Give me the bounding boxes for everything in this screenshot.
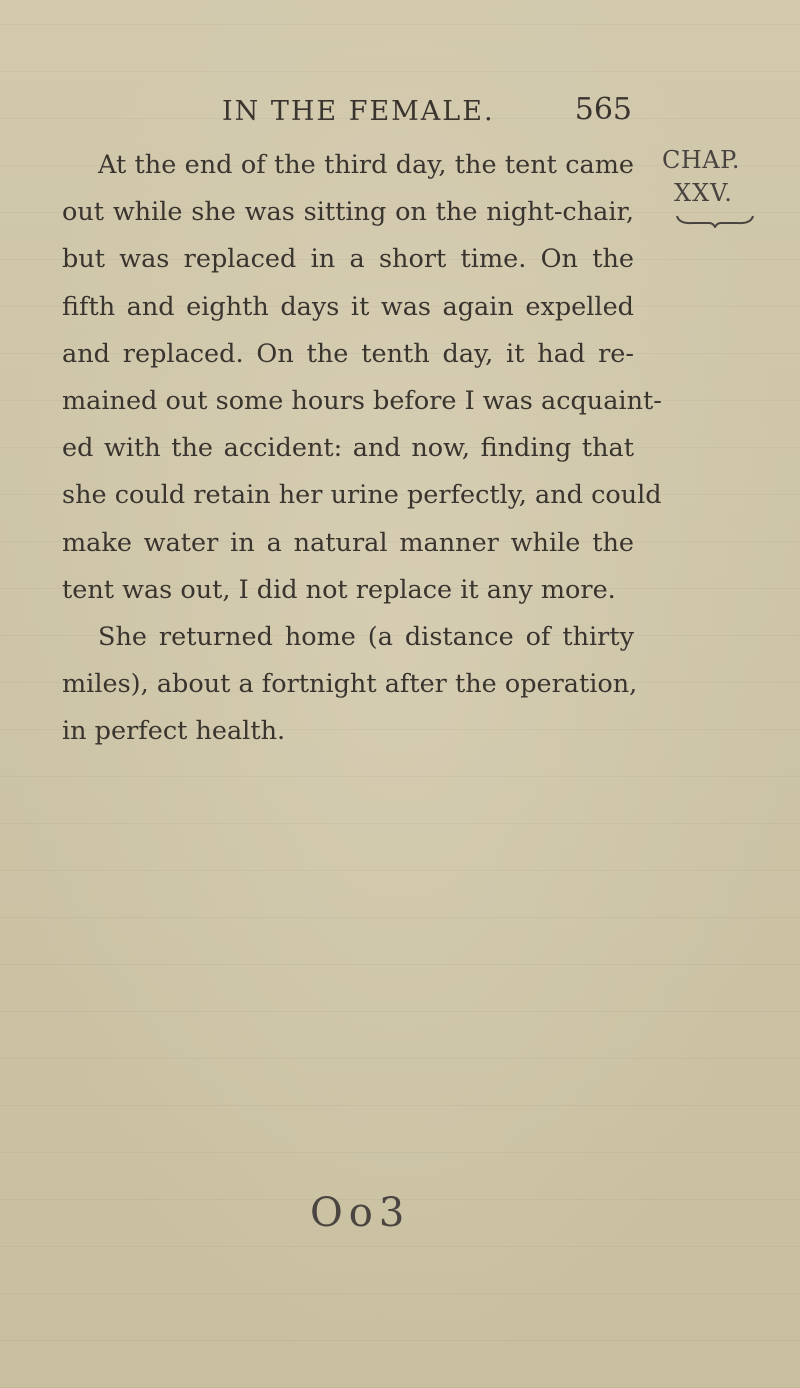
- text-line: At the end of the third day, the tent came: [98, 150, 634, 180]
- curly-brace-icon: [675, 214, 755, 228]
- text-line: out while she was sitting on the night-chair,: [62, 197, 634, 228]
- text-line: but was replaced in a short time. On the: [62, 244, 634, 275]
- chapter-number: XXV.: [674, 179, 733, 207]
- text-line: miles), about a fortnight after the operation,: [62, 669, 638, 700]
- text-line: make water in a natural manner while the: [62, 527, 634, 558]
- running-title: IN THE FEMALE.: [222, 96, 495, 127]
- chapter-marginal-note: [662, 144, 782, 210]
- text-line: and replaced. On the tenth day, it had re-: [62, 338, 634, 369]
- text-line: tent was out, I did not replace it any more.: [62, 574, 616, 605]
- page-number: 565: [574, 92, 632, 127]
- text-line: she could retain her urine perfectly, and could: [62, 480, 662, 511]
- signature-mark: Oo3: [310, 1190, 411, 1236]
- text-line: fifth and eighth days it was again expelled: [62, 291, 634, 322]
- text-line: She returned home (a distance of thirty: [98, 622, 634, 653]
- chapter-label: CHAP.: [662, 146, 741, 174]
- text-line: in perfect health.: [62, 716, 286, 747]
- body-text: [62, 142, 662, 756]
- text-line: mained out some hours before I was acquaint-: [62, 386, 662, 417]
- text-line: ed with the accident: and now, finding that: [62, 433, 634, 464]
- running-header: [222, 92, 632, 140]
